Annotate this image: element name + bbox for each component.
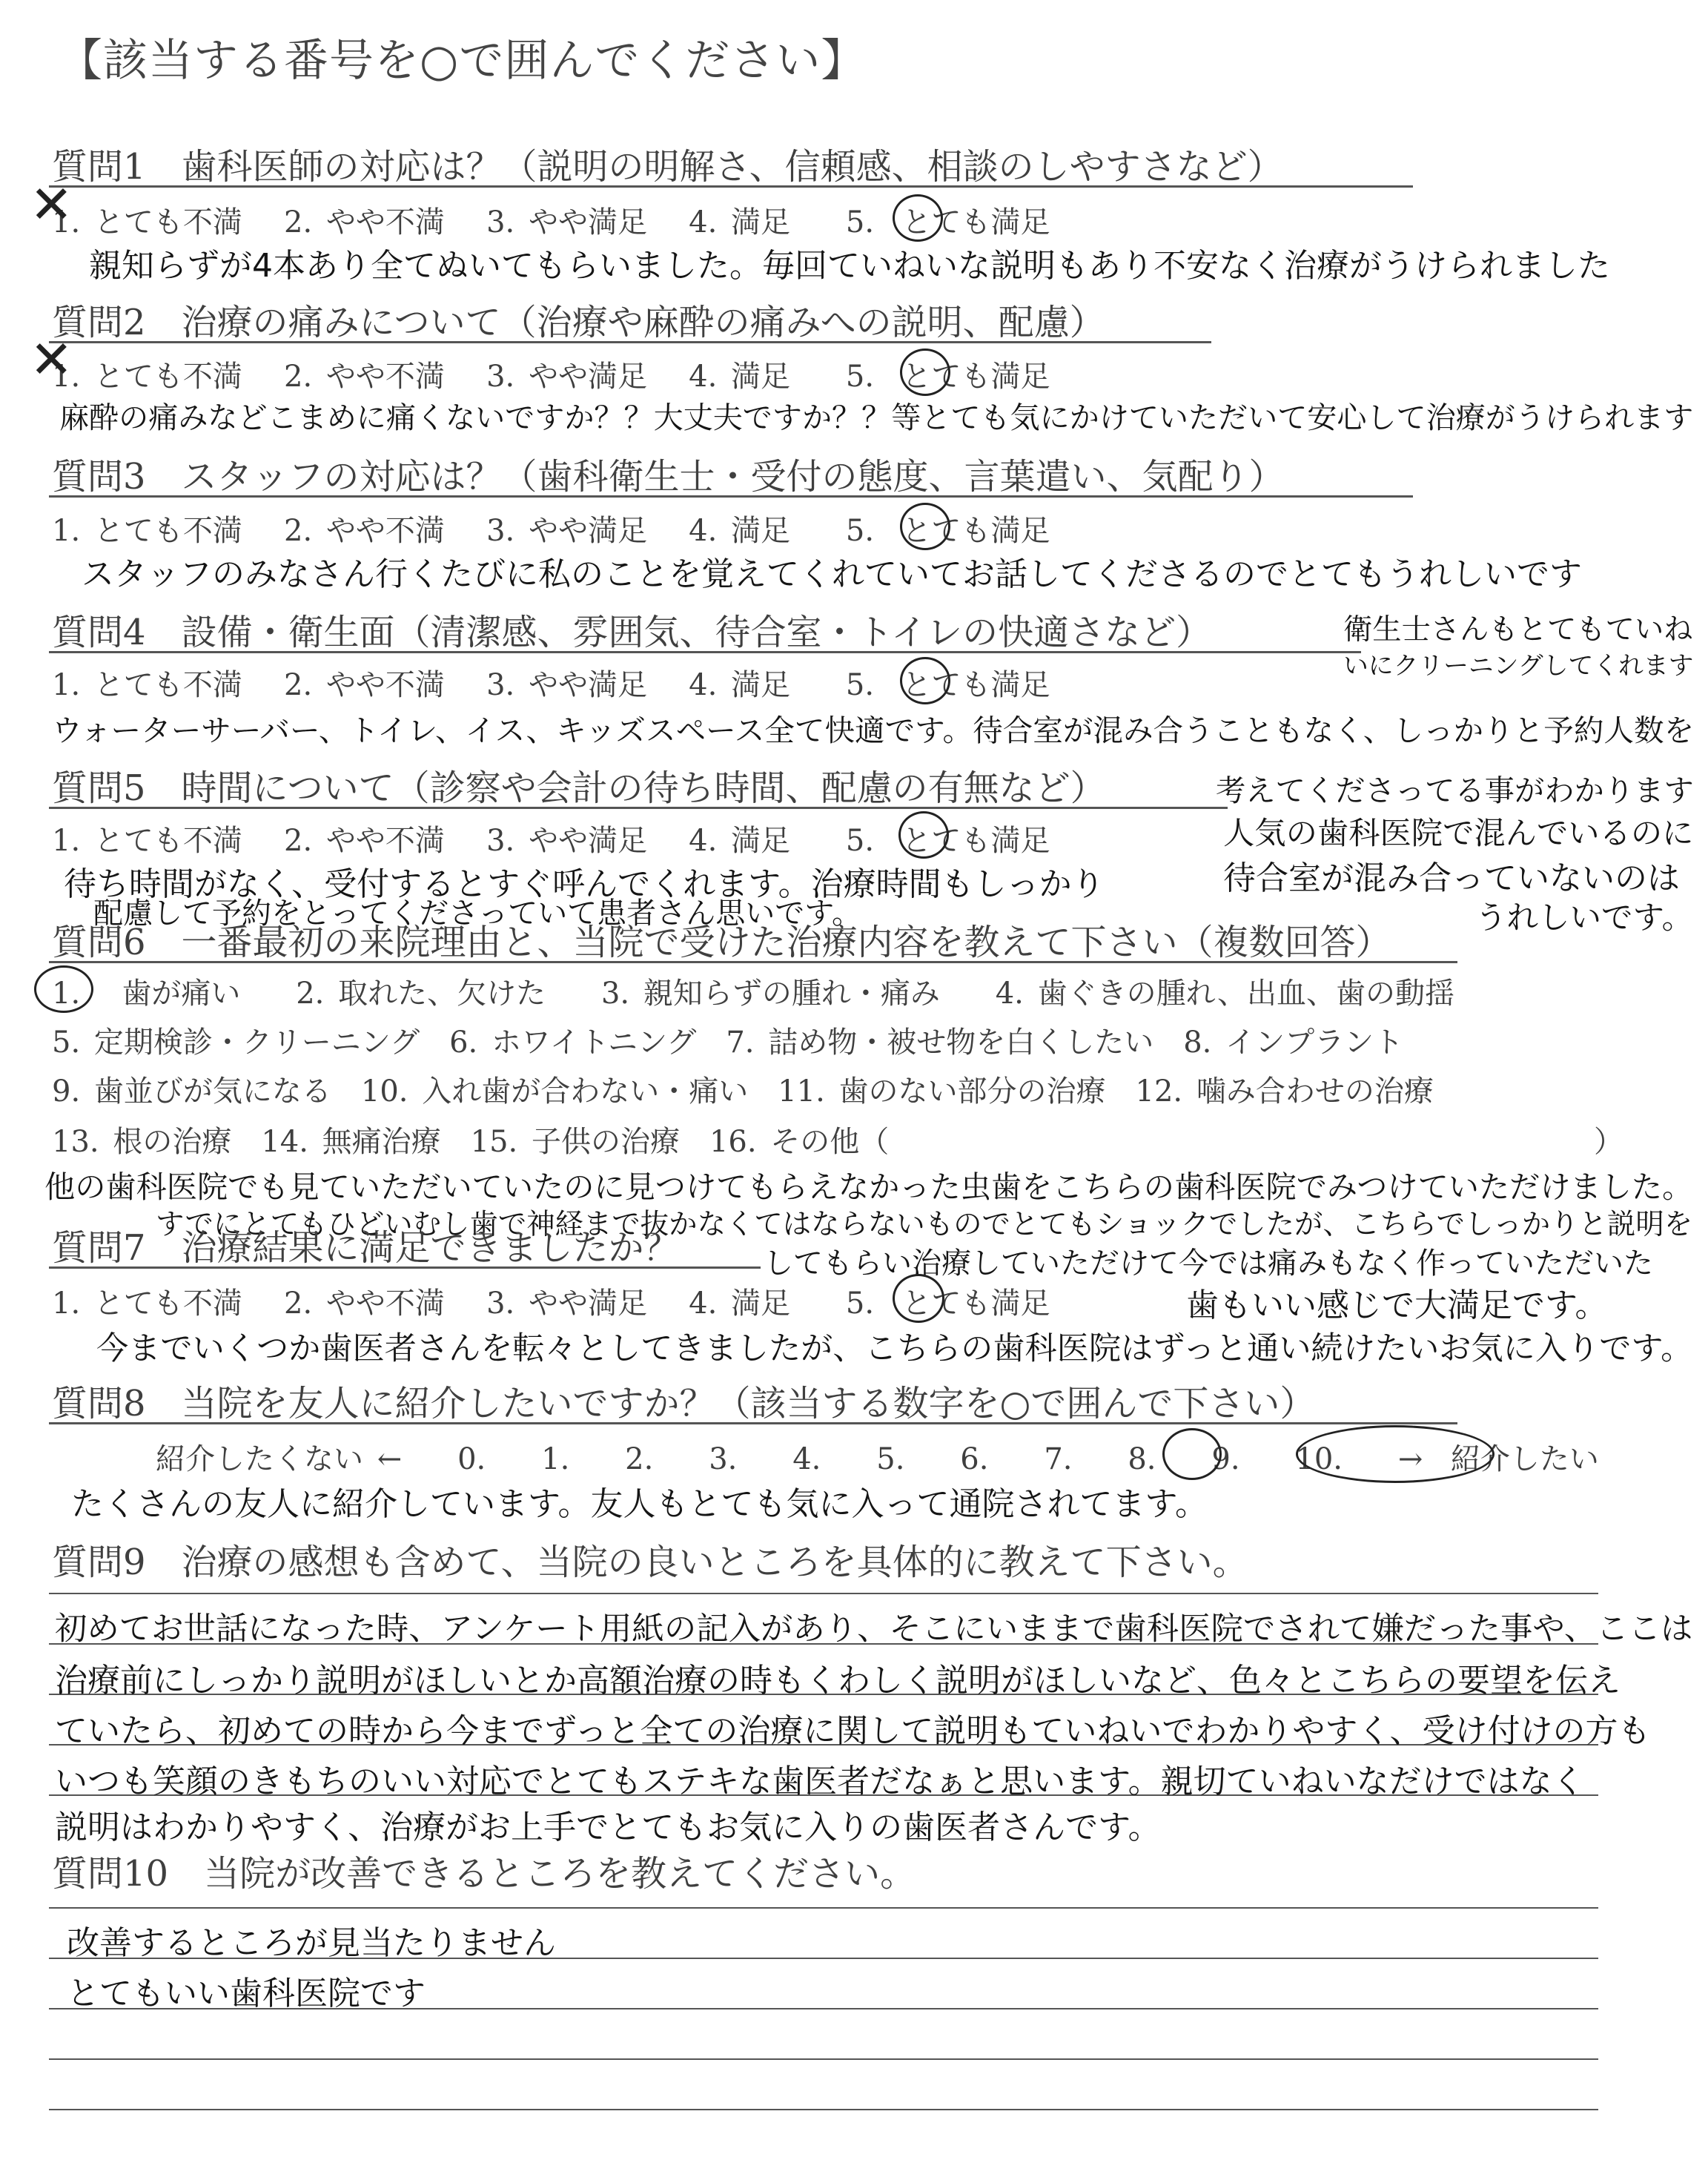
question-3-heading: 質問3 スタッフの対応は？（歯科衛生士・受付の態度、言葉遣い、気配り） [52, 456, 1285, 498]
question-6-heading: 質問6 一番最初の来院理由と、当院で受けた治療内容を教えて下さい（複数回答） [52, 922, 1391, 963]
option-5[interactable]: 5. [845, 1287, 875, 1321]
reason-option-3[interactable]: 3. 親知らずの腫れ・痛み [600, 977, 940, 1011]
selected-option-circle [900, 349, 950, 396]
question-7-side-note-line-1: してもらい治療していただけて今では痛みもなく作っていただいた [764, 1246, 1653, 1281]
answer-line [49, 1593, 1598, 1594]
option-5-label: とても満足 [901, 824, 1050, 858]
question-10-heading: 質問10 当院が改善できるところを教えてください。 [52, 1853, 916, 1895]
question-10-handwritten-line-2: とてもいい歯科医院です [67, 1975, 426, 2012]
question-3-handwritten-answer: スタッフのみなさん行くたびに私のことを覚えてくれていてお話してくださるのでとてもうれしいです [82, 555, 1582, 593]
score-7[interactable]: 7. [1044, 1442, 1073, 1476]
answer-line [49, 2058, 1598, 2060]
answer-line [49, 1907, 1598, 1909]
question-1-heading: 質問1 歯科医師の対応は？（説明の明解さ、信頼感、相談のしやすさなど） [52, 146, 1283, 188]
option-2[interactable]: 2. やや不満 [284, 514, 445, 548]
question-5-side-note-line-1: 考えてくださってる事がわかります [1216, 773, 1694, 808]
score-3[interactable]: 3. [709, 1442, 738, 1476]
selected-option-circle [900, 657, 950, 704]
question-9-heading: 質問9 治療の感想も含めて、当院の良いところを具体的に教えて下さい。 [52, 1542, 1248, 1583]
question-10-handwritten-line-1: 改善するところが見当たりません [67, 1924, 556, 1962]
selected-score-circle [1162, 1428, 1222, 1480]
question-6-options-row-2: 5. 定期検診・クリーニング 6. ホワイトニング 7. 詰め物・被せ物を白くしたい 8. インプラント [52, 1025, 1404, 1060]
question-5-side-note-line-2: 人気の歯科医院で混んでいるのに [1223, 815, 1694, 851]
question-9-handwritten-line-2: 治療前にしっかり説明がほしいとか高額治療の時もくわしく説明がほしいなど、色々とこちらの要望を伝え [55, 1662, 1621, 1700]
option-5[interactable]: 5. [845, 514, 875, 548]
option-2[interactable]: 2. やや不満 [284, 205, 445, 240]
option-5[interactable]: 5. [845, 205, 875, 240]
question-6-handwritten-answer-line-1: 他の歯科医院でも見ていただいていたのに見つけてもらえなかった虫歯をこちらの歯科医院でみつけていただけました。 [44, 1169, 1693, 1205]
option-5[interactable]: 5. [845, 360, 875, 394]
option-1[interactable]: 1. とても不満 [52, 205, 242, 240]
option-5[interactable]: 5. [845, 824, 875, 858]
question-5-handwritten-answer-line-1: 待ち時間がなく、受付するとすぐ呼んでくれます。治療時間もしっかり [64, 865, 1105, 903]
score-4[interactable]: 4. [792, 1442, 821, 1476]
score-0[interactable]: 0. [457, 1442, 486, 1476]
question-7-heading: 質問7 治療結果に満足できましたか？ [52, 1227, 680, 1269]
reason-option-4[interactable]: 4. 歯ぐきの腫れ、出血、歯の動揺 [995, 977, 1454, 1011]
option-5-label: とても満足 [901, 668, 1050, 702]
question-7-underline [49, 1266, 761, 1269]
selected-option-circle [898, 811, 949, 859]
question-3-underline [49, 495, 1413, 498]
question-8-underline [49, 1422, 1457, 1424]
cross-mark: ✕ [30, 174, 73, 235]
option-1[interactable]: 1. とても不満 [52, 1287, 242, 1321]
question-4-side-note-line-2: いにクリーニングしてくれます [1343, 651, 1694, 680]
option-3[interactable]: 3. やや満足 [486, 514, 647, 548]
option-2[interactable]: 2. やや不満 [284, 824, 445, 858]
option-1[interactable]: 1. とても不満 [52, 668, 242, 702]
arrow-right-icon: → [1397, 1442, 1423, 1476]
option-2[interactable]: 2. やや不満 [284, 360, 445, 394]
reason-option-1-label: 歯が痛い [122, 977, 241, 1011]
question-5-side-note-line-4: うれしいです。 [1475, 900, 1694, 937]
scale-right-label: 紹介したい [1450, 1442, 1599, 1476]
question-9-handwritten-line-4: いつも笑顔のきもちのいい対応でとてもステキな歯医者だなぁと思います。親切ていねいなだけではなく [55, 1763, 1585, 1800]
answer-line [49, 2109, 1598, 2110]
question-4-underline [49, 651, 1361, 653]
question-5-handwritten-answer-line-2: 配慮して予約をとってくださっていて患者さん思いです。 [93, 896, 861, 931]
question-8-handwritten-answer: たくさんの友人に紹介しています。友人もとても気に入って通院されてます。 [71, 1485, 1208, 1523]
question-6-other-close-paren: ） [1594, 1125, 1623, 1159]
question-6-options-row-4: 13. 根の治療 14. 無痛治療 15. 子供の治療 16. その他（ [52, 1125, 890, 1159]
question-9-handwritten-line-1: 初めてお世話になった時、アンケート用紙の記入があり、そこにいままで歯科医院でされて嫌だった事や、ここは [55, 1611, 1693, 1648]
option-3[interactable]: 3. やや満足 [486, 1287, 647, 1321]
option-4[interactable]: 4. 満足 [689, 514, 791, 548]
score-10[interactable]: 10. [1295, 1442, 1343, 1476]
question-6-options-row-3: 9. 歯並びが気になる 10. 入れ歯が合わない・痛い 11. 歯のない部分の治療 12. 噛み合わせの治療 [52, 1074, 1434, 1109]
question-4-side-note-line-1: 衛生士さんもとてもていね [1343, 613, 1693, 647]
option-3[interactable]: 3. やや満足 [486, 824, 647, 858]
question-9-handwritten-line-3: ていたら、初めての時から今までずっと全ての治療に関して説明もていねいでわかりやすく、受け付けの方も [55, 1712, 1651, 1750]
option-5-label: とても満足 [901, 205, 1050, 240]
score-8[interactable]: 8. [1128, 1442, 1156, 1476]
option-4[interactable]: 4. 満足 [689, 360, 791, 394]
score-5[interactable]: 5. [876, 1442, 905, 1476]
option-4[interactable]: 4. 満足 [689, 1287, 791, 1321]
question-8-heading: 質問8 当院を友人に紹介したいですか？（該当する数字を○で囲んで下さい） [52, 1383, 1316, 1424]
question-2-heading: 質問2 治療の痛みについて（治療や麻酔の痛みへの説明、配慮） [52, 302, 1105, 343]
option-5[interactable]: 5. [845, 668, 875, 702]
selected-option-circle [34, 965, 93, 1013]
question-5-underline [49, 807, 1228, 809]
page-title: 【該当する番号を○で囲んでください】 [58, 35, 867, 87]
selected-label-circle [1296, 1425, 1494, 1483]
option-1[interactable]: 1. とても不満 [52, 824, 242, 858]
score-2[interactable]: 2. [625, 1442, 654, 1476]
selected-option-circle [893, 1274, 944, 1323]
question-5-heading: 質問5 時間について（診察や会計の待ち時間、配慮の有無など） [52, 767, 1106, 809]
question-7-handwritten-answer: 今までいくつか歯医者さんを転々としてきましたが、こちらの歯科医院はずっと通い続けたいお気に入りです。 [96, 1330, 1693, 1367]
question-4-handwritten-answer: ウォーターサーバー、トイレ、イス、キッズスペース全て快適です。待合室が混み合うこともなく、しっかりと予約人数を [52, 713, 1695, 748]
question-1-handwritten-answer: 親知らずが4本あり全てぬいてもらいました。毎回ていねいな説明もあり不安なく治療がうけられました [89, 247, 1610, 285]
question-2-handwritten-answer: 麻酔の痛みなどこまめに痛くないですか？？大丈夫ですか？？等とても気にかけていただいて安心して治療がうけられます [59, 401, 1694, 435]
question-5-side-note-line-3: 待合室が混み合っていないのは [1223, 859, 1680, 897]
option-5-label: とても満足 [901, 514, 1050, 548]
option-4[interactable]: 4. 満足 [689, 205, 791, 240]
cross-mark: ✕ [30, 329, 73, 390]
question-6-handwritten-answer-line-2: すでにとてもひどいむし歯で神経まで抜かなくてはならないものでとてもショックでしたが、こちらでしっかりと説明を [156, 1208, 1693, 1241]
question-4-heading: 質問4 設備・衛生面（清潔感、雰囲気、待合室・トイレの快適さなど） [52, 612, 1212, 653]
question-6-underline [49, 961, 1457, 963]
option-3[interactable]: 3. やや満足 [486, 668, 647, 702]
option-5-label: とても満足 [901, 1287, 1050, 1321]
option-4[interactable]: 4. 満足 [689, 668, 791, 702]
score-9[interactable]: 9. [1211, 1442, 1240, 1476]
question-7-side-note-line-2: 歯もいい感じで大満足です。 [1186, 1287, 1608, 1324]
score-1[interactable]: 1. [541, 1442, 570, 1476]
option-2[interactable]: 2. やや不満 [284, 668, 445, 702]
score-6[interactable]: 6. [960, 1442, 989, 1476]
option-4[interactable]: 4. 満足 [689, 824, 791, 858]
reason-option-2[interactable]: 2. 取れた、欠けた [296, 977, 546, 1011]
question-1-underline [49, 185, 1413, 188]
question-6-options-row-1 [52, 970, 1454, 1012]
option-1[interactable]: 1. とても不満 [52, 360, 242, 394]
question-9-handwritten-line-5: 説明はわかりやすく、治療がお上手でとてもお気に入りの歯医者さんです。 [55, 1809, 1161, 1846]
option-1[interactable]: 1. とても不満 [52, 514, 242, 548]
scale-left-label: 紹介したくない ← [156, 1442, 403, 1476]
option-5-label: とても満足 [901, 360, 1050, 394]
option-3[interactable]: 3. やや満足 [486, 205, 647, 240]
option-3[interactable]: 3. やや満足 [486, 360, 647, 394]
question-2-underline [49, 341, 1211, 343]
selected-option-circle [893, 194, 943, 242]
reason-option-1-number[interactable]: 1. [52, 977, 81, 1011]
option-2[interactable]: 2. やや不満 [284, 1287, 445, 1321]
selected-option-circle [900, 503, 950, 550]
